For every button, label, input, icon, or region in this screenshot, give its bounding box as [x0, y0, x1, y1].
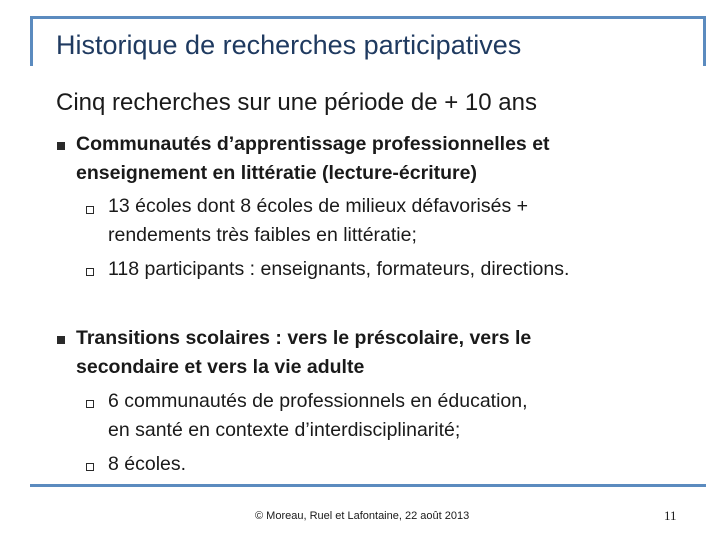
sub-bullet-1-1-text: [108, 192, 528, 250]
sub-bullet-2-1-line-2: en santé en contexte d’interdisciplinarité;: [108, 419, 461, 441]
left-border-line: [30, 16, 33, 66]
bullet-marker: [57, 336, 65, 344]
slide-subtitle: Cinq recherches sur une période de + 10 ans: [56, 89, 537, 116]
bullet-2-text: [76, 324, 531, 382]
sub-bullet-2-2-line-1: 8 écoles.: [108, 453, 187, 475]
bullet-1-text: [76, 130, 550, 188]
slide-title: Historique de recherches participatives: [56, 30, 522, 60]
sub-bullet-marker: [86, 206, 94, 214]
bullet-1-line-2: enseignement en littératie (lecture-écriture): [76, 162, 477, 184]
right-border-line: [703, 16, 706, 66]
page-number: 11: [664, 508, 677, 523]
sub-bullet-1-2-text: [108, 255, 569, 284]
footer-credit: © Moreau, Ruel et Lafontaine, 22 août 2013: [255, 510, 470, 522]
sub-bullet-2-2-text: [108, 450, 186, 479]
sub-bullet-2-1-text: [108, 387, 528, 445]
bullet-1-line-1: Communautés d’apprentissage professionnelles et: [76, 133, 550, 155]
bullet-marker: [57, 142, 65, 150]
sub-bullet-marker: [86, 400, 94, 408]
sub-bullet-1-1-line-1: 13 écoles dont 8 écoles de milieux défavorisés +: [108, 195, 529, 217]
top-border-line: [30, 16, 706, 19]
bullet-2-line-2: secondaire et vers la vie adulte: [76, 356, 365, 378]
sub-bullet-2-1-line-1: 6 communautés de professionnels en éducation,: [108, 390, 528, 412]
bullet-2-line-1: Transitions scolaires : vers le préscolaire, vers le: [76, 327, 532, 349]
sub-bullet-marker: [86, 463, 94, 471]
sub-bullet-1-2-line-1: 118 participants : enseignants, formateurs, directions.: [108, 258, 570, 280]
bottom-border-line: [30, 484, 706, 487]
sub-bullet-marker: [86, 268, 94, 276]
sub-bullet-1-1-line-2: rendements très faibles en littératie;: [108, 224, 417, 246]
